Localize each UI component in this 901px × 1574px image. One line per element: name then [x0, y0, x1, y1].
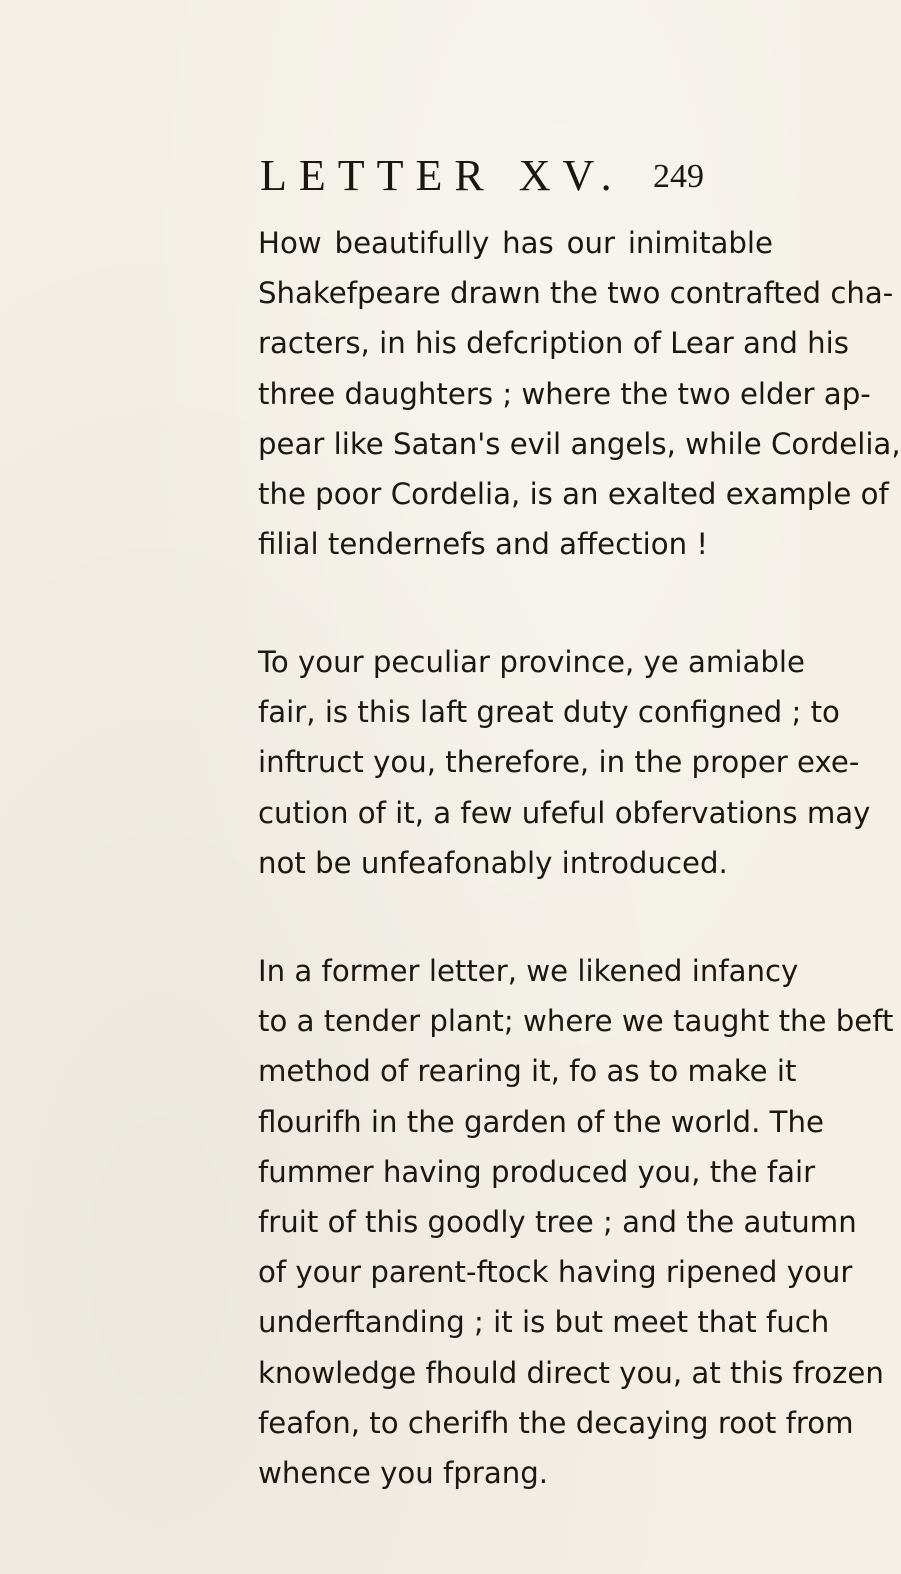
paragraph-lear — [258, 218, 901, 569]
text-line: three daughters ; where the two elder ap- — [258, 376, 871, 411]
running-header — [260, 150, 760, 210]
paragraph-province — [258, 637, 871, 888]
paragraph-infancy — [258, 946, 894, 1498]
text-line: racters, in his defcription of Lear and his — [258, 326, 849, 361]
text-line: cution of it, a few ufeful obfervations may — [258, 795, 871, 830]
text-line: fruit of this goodly tree ; and the autumn — [258, 1205, 857, 1240]
page-number: 249 — [653, 158, 704, 195]
text-line: feafon, to cherifh the decaying root from — [258, 1405, 854, 1440]
text-line: To your peculiar province, ye amiable — [258, 645, 805, 679]
text-line: Shakefpeare drawn the two contrafted cha- — [258, 276, 894, 311]
text-line: of your parent-ftock having ripened your — [258, 1255, 853, 1290]
letter-heading: LETTER XV. — [260, 151, 624, 200]
text-line: filial tendernefs and affection ! — [258, 527, 709, 562]
text-line: fair, is this laft great duty configned ; to — [258, 695, 840, 730]
text-line: pear like Satan's evil angels, while Cordelia, — [258, 426, 901, 461]
text-line: fummer having produced you, the fair — [258, 1154, 816, 1189]
text-line: knowledge fhould direct you, at this frozen — [258, 1355, 884, 1390]
text-line: In a former letter, we likened infancy — [258, 954, 799, 988]
text-line: How beautifully has our inimitable — [258, 226, 773, 260]
text-line: method of rearing it, fo as to make it — [258, 1054, 797, 1089]
text-line: to a tender plant; where we taught the beft — [258, 1004, 894, 1039]
text-line: not be unfeafonably introduced. — [258, 845, 728, 880]
text-line: flourifh in the garden of the world. The — [258, 1104, 824, 1139]
text-line: the poor Cordelia, is an exalted example of — [258, 477, 889, 512]
text-line: whence you fprang. — [258, 1456, 549, 1491]
text-line: inftruct you, therefore, in the proper exe- — [258, 745, 860, 780]
text-line: underftanding ; it is but meet that fuch — [258, 1305, 830, 1340]
